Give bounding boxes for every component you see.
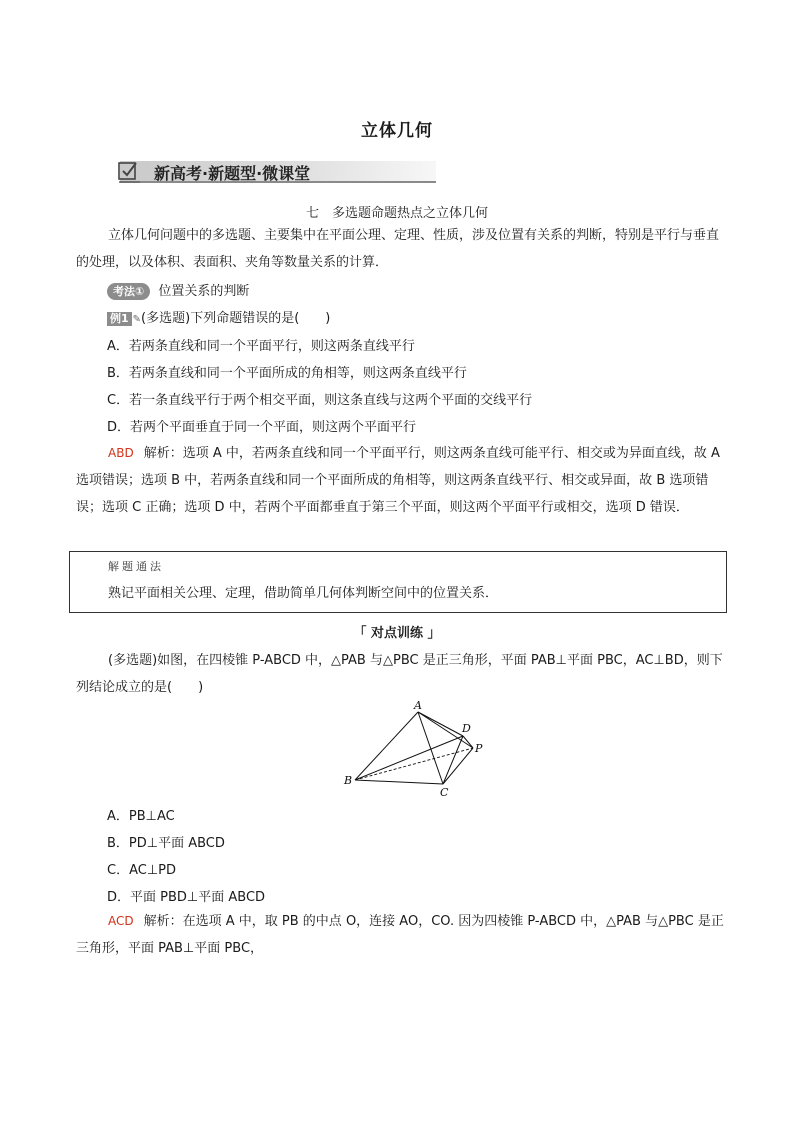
edge-bp-dashed bbox=[355, 748, 473, 780]
practice-answer: ACD bbox=[108, 914, 134, 928]
example1-option-d: D．若两个平面垂直于同一个平面，则这两个平面平行 bbox=[107, 420, 417, 435]
pyramid-figure bbox=[340, 700, 500, 800]
tip-title: 解题通法 bbox=[108, 560, 164, 573]
label-c: C bbox=[440, 786, 449, 799]
label-a: A bbox=[414, 700, 422, 712]
practice-solution-text: 解析：在选项 A 中，取 PB 的中点 O，连接 AO，CO. 因为四棱锥 P-ABCD 中，△PAB 与△PBC 是正三角形，平面 PAB⊥平面 PBC， bbox=[76, 914, 724, 956]
pen-icon: ✎ bbox=[132, 314, 142, 325]
practice-option-d: D．平面 PBD⊥平面 ABCD bbox=[107, 890, 266, 905]
edge-ba bbox=[355, 712, 418, 780]
section-title: 七 多选题命题热点之立体几何 bbox=[305, 206, 488, 221]
example1-solution bbox=[76, 440, 724, 521]
example1-option-a: A．若两条直线和同一个平面平行，则这两条直线平行 bbox=[107, 339, 415, 354]
kaofa-heading bbox=[107, 280, 249, 300]
example1-option-c: C．若一条直线平行于两个相交平面，则这条直线与这两个平面的交线平行 bbox=[107, 393, 533, 408]
kaofa-badge: 考法① bbox=[107, 283, 150, 300]
edge-bc bbox=[355, 780, 443, 784]
tip-content: 熟记平面相关公理、定理，借助简单几何体判断空间中的位置关系． bbox=[108, 586, 499, 601]
practice-title: 「 对点训练 」 bbox=[353, 626, 441, 641]
practice-option-a: A．PB⊥AC bbox=[107, 809, 175, 824]
example1-answer: ABD bbox=[108, 446, 134, 460]
label-b: B bbox=[344, 774, 353, 787]
practice-option-c: C．AC⊥PD bbox=[107, 863, 176, 878]
example1-solution-text: 解析：选项 A 中，若两条直线和同一个平面平行，则这两条直线可能平行、相交或为异面直线，故 A 选项错误；选项 B 中，若两条直线和同一个平面所成的角相等，则这两条直线平行、相交或异面，故 B 选项错误；选项 C 正确；选项 D 中，若两个平面都垂直于第三个平面，则这两个平面平行或相交，选项 D 错误． bbox=[76, 446, 720, 515]
page-title: 立体几何 bbox=[361, 121, 433, 141]
example1-question bbox=[107, 307, 330, 326]
label-d: D bbox=[462, 722, 471, 735]
edge-bd bbox=[355, 736, 463, 780]
banner-text: 新高考·新题型·微课堂 bbox=[154, 164, 311, 183]
checkbox-icon bbox=[116, 157, 144, 185]
practice-solution bbox=[76, 908, 724, 962]
example1-question-text: (多选题)下列命题错误的是( ) bbox=[141, 311, 331, 326]
edge-cp bbox=[443, 748, 473, 784]
example-badge: 例1 bbox=[107, 312, 132, 326]
practice-question: (多选题)如图，在四棱锥 P-ABCD 中，△PAB 与△PBC 是正三角形，平面 PAB⊥平面 PBC，AC⊥BD，则下列结论成立的是( ) bbox=[76, 653, 723, 695]
example1-option-b: B．若两条直线和同一个平面所成的角相等，则这两条直线平行 bbox=[107, 366, 467, 381]
kaofa-title: 位置关系的判断 bbox=[158, 284, 250, 299]
practice-option-b: B．PD⊥平面 ABCD bbox=[107, 836, 225, 851]
intro-paragraph: 立体几何问题中的多选题、主要集中在平面公理、定理、性质，涉及位置有关系的判断，特别是平行与垂直的处理，以及体积、表面积、夹角等数量关系的计算． bbox=[76, 228, 720, 270]
label-p: P bbox=[475, 742, 483, 755]
section-banner bbox=[116, 157, 436, 185]
tip-box bbox=[69, 551, 727, 613]
